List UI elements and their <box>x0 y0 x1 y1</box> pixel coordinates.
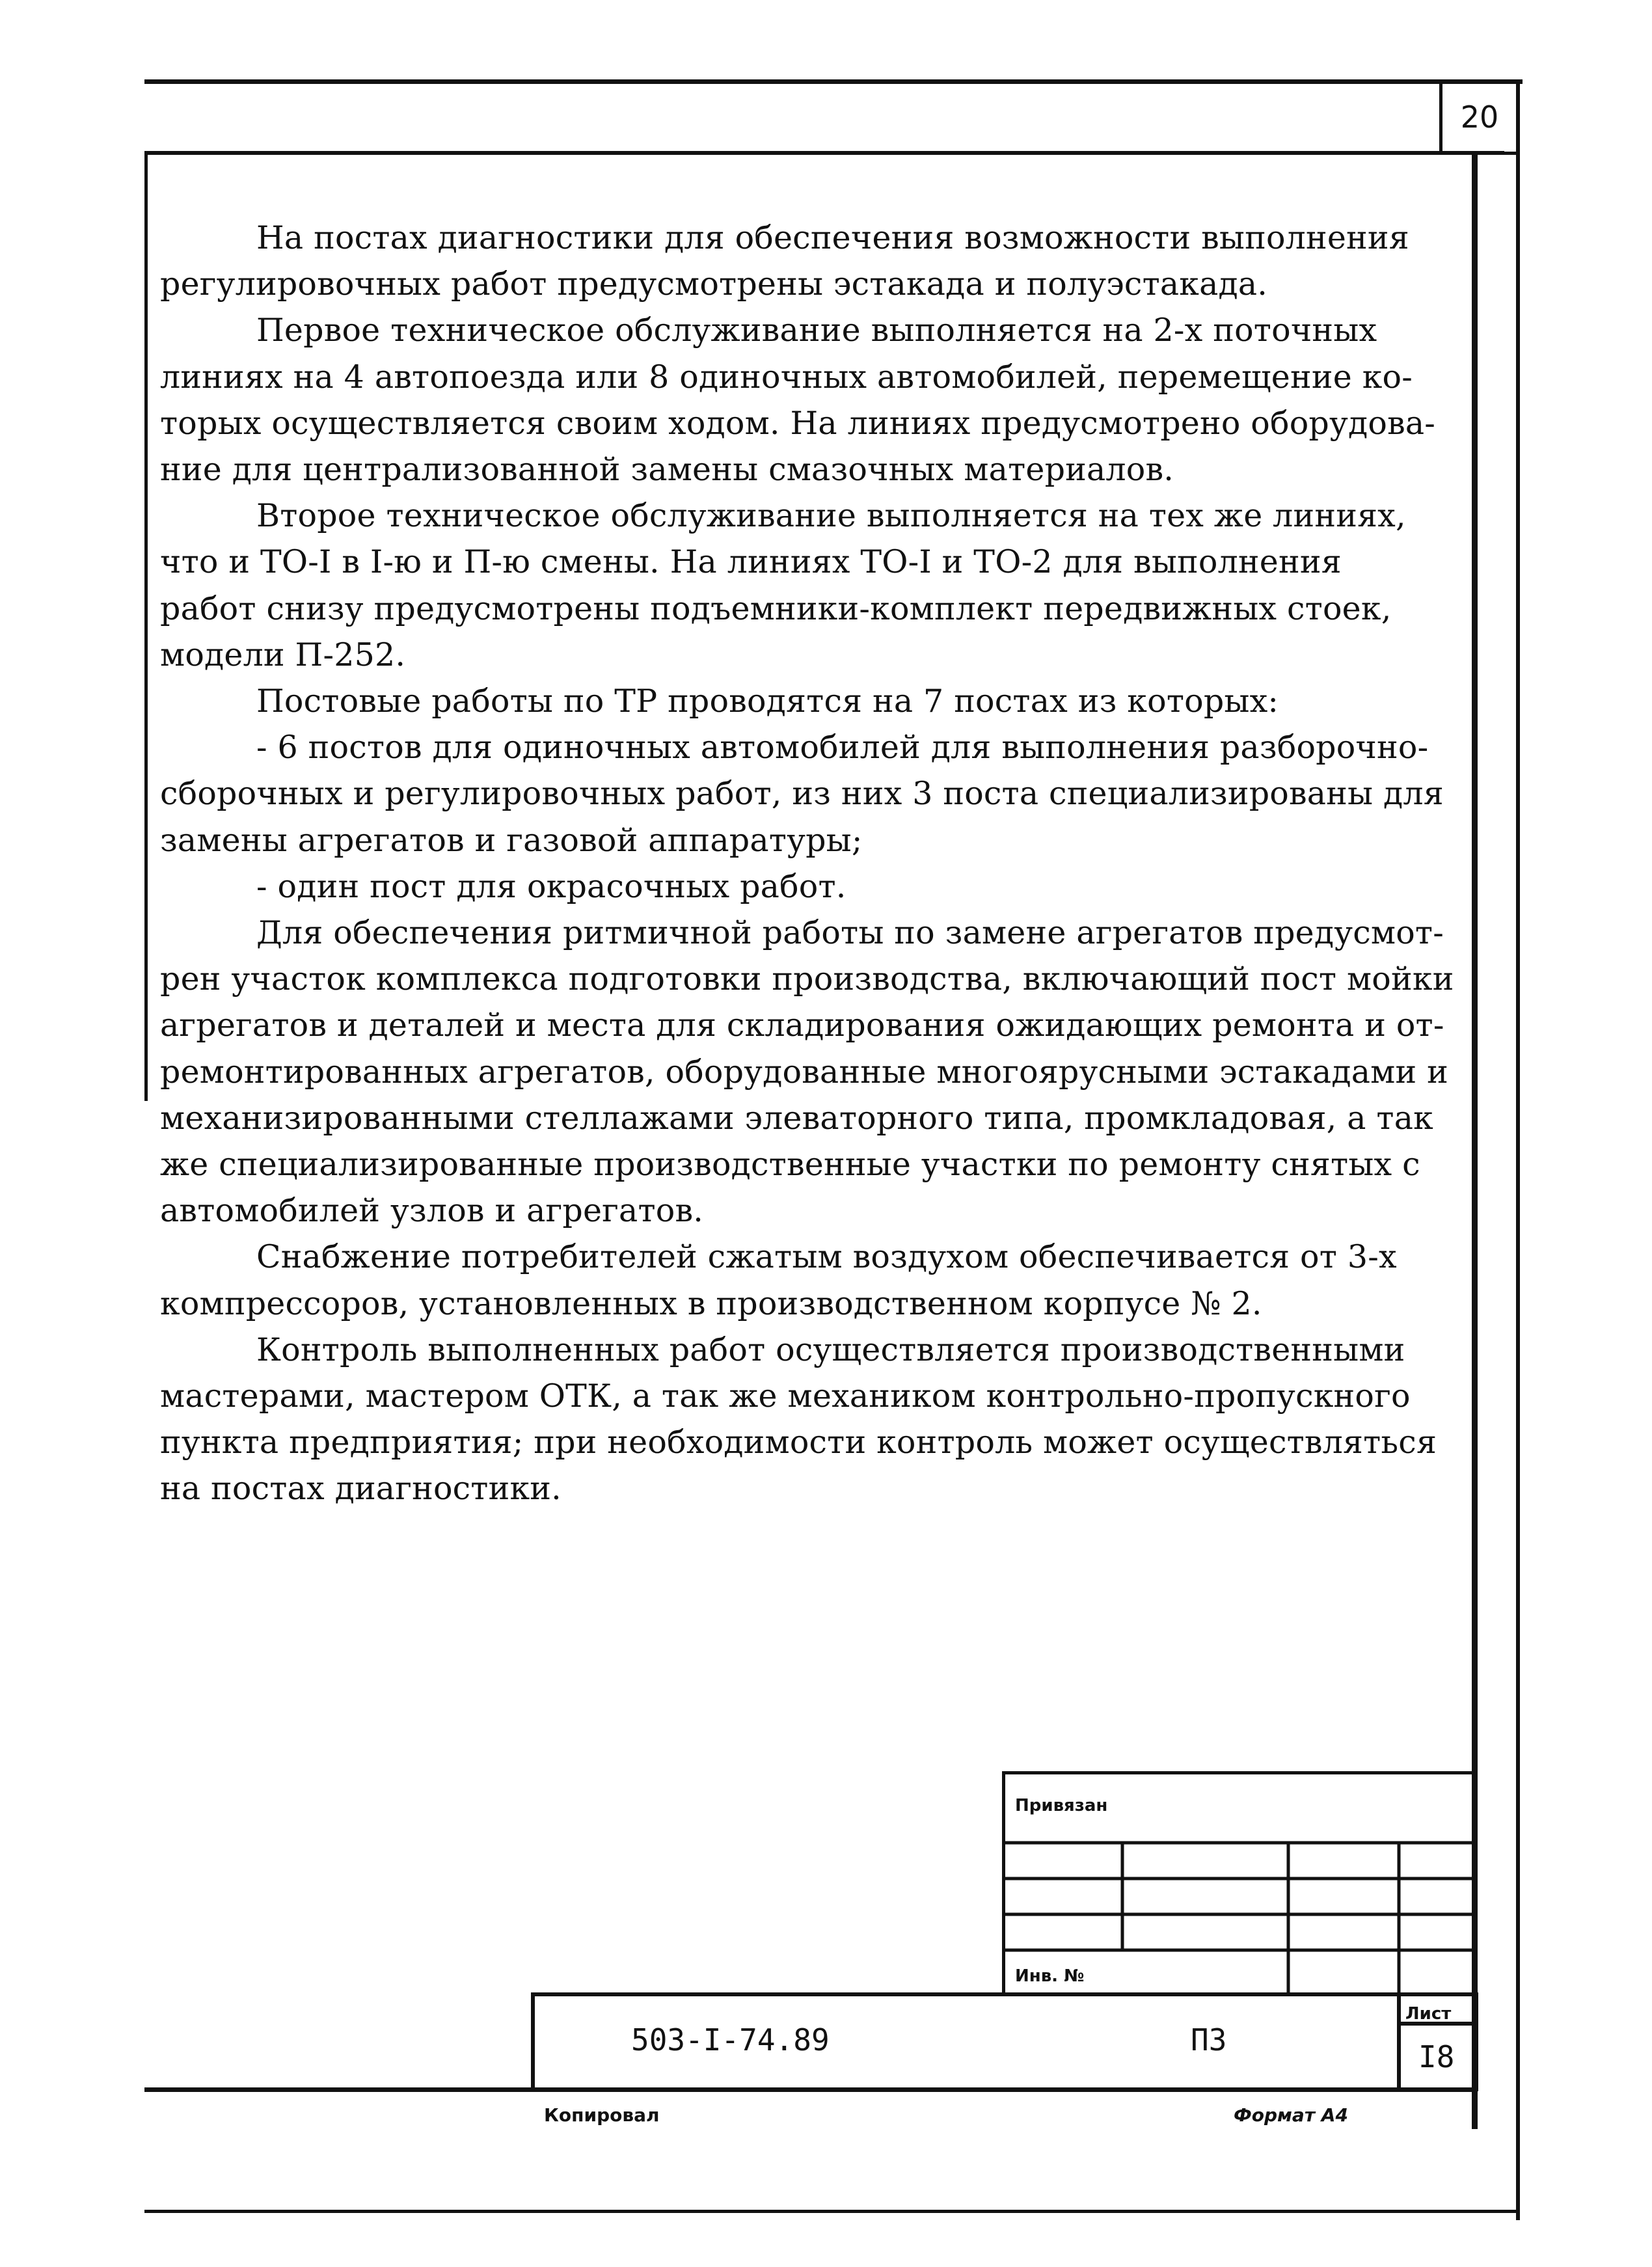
sheet-label: Лист <box>1405 2004 1452 2024</box>
document-code: 503-I-74.89 <box>631 2022 830 2057</box>
text-line: - 6 постов для одиночных автомобилей для выполнения разборочно- <box>256 729 1429 767</box>
tied-label: Привязан <box>1015 1796 1108 1815</box>
page-number: 20 <box>1460 100 1499 135</box>
text-line: модели П-252. <box>160 636 406 673</box>
frame-outer-right-rule <box>1516 79 1520 2220</box>
text-line: же специализированные производственные участки по ремонту снятых с <box>160 1146 1420 1184</box>
text-line: автомобилей узлов и агрегатов. <box>160 1192 704 1230</box>
text-line: На постах диагностики для обеспечения возможности выполнения <box>256 219 1409 256</box>
text-line: что и ТО-I в I-ю и П-ю смены. На линиях ТО-I и ТО-2 для выполнения <box>160 543 1342 581</box>
text-line: Постовые работы по ТР проводятся на 7 постах из которых: <box>256 683 1279 720</box>
document-body <box>160 215 1474 1512</box>
text-line: работ снизу предусмотрены подъемники-комплект передвижных стоек, <box>160 590 1392 627</box>
text-line: Снабжение потребителей сжатым воздухом обеспечивается от 3-х <box>256 1238 1397 1276</box>
text-line: на постах диагностики. <box>160 1470 562 1508</box>
inventory-number-label: Инв. № <box>1015 1966 1085 1986</box>
text-line: мастерами, мастером ОТК, а так же механиком контрольно-пропускного <box>160 1378 1411 1415</box>
text-line: сборочных и регулировочных работ, из них 3 поста специализированы для <box>160 775 1444 813</box>
frame-left-rule <box>144 151 148 1101</box>
text-line: ние для централизованной замены смазочных материалов. <box>160 451 1174 489</box>
text-line: ремонтированных агрегатов, оборудованные многоярусными эстакадами и <box>160 1053 1448 1091</box>
sheet-number: I8 <box>1418 2039 1455 2074</box>
text-line: - один пост для окрасочных работ. <box>256 867 846 905</box>
text-line: компрессоров, установленных в производственном корпусе № 2. <box>160 1284 1262 1322</box>
text-line: регулировочных работ предусмотрены эстакада и полуэстакада. <box>160 265 1268 303</box>
text-line: рен участок комплекса подготовки производства, включающий пост мойки <box>160 960 1454 998</box>
text-line: Второе техническое обслуживание выполняется на тех же линиях, <box>256 497 1406 535</box>
frame-outer-bottom-rule <box>144 2210 1519 2213</box>
frame-inner-top-rule <box>144 151 1504 155</box>
text-line: линиях на 4 автопоезда или 8 одиночных автомобилей, перемещение ко- <box>160 358 1413 396</box>
format-label: Формат А4 <box>1234 2104 1348 2126</box>
text-line: агрегатов и деталей и места для складирования ожидающих ремонта и от- <box>160 1007 1444 1044</box>
text-line: Первое техническое обслуживание выполняется на 2-х поточных <box>256 312 1377 349</box>
text-line: Контроль выполненных работ осуществляется производственными <box>256 1331 1405 1368</box>
frame-top-rule <box>144 79 1523 84</box>
text-line: Для обеспечения ритмичной работы по замене агрегатов предусмот- <box>256 914 1444 952</box>
text-line: торых осуществляется своим ходом. На линиях предусмотрено оборудова- <box>160 404 1436 442</box>
document-type: ПЗ <box>1191 2022 1227 2057</box>
text-line: механизированными стеллажами элеваторного типа, промкладовая, а так <box>160 1099 1433 1137</box>
text-line: пункта предприятия; при необходимости контроль может осуществляться <box>160 1424 1437 1461</box>
text-line: замены агрегатов и газовой аппаратуры; <box>160 821 863 859</box>
copied-by-label: Копировал <box>544 2104 660 2126</box>
